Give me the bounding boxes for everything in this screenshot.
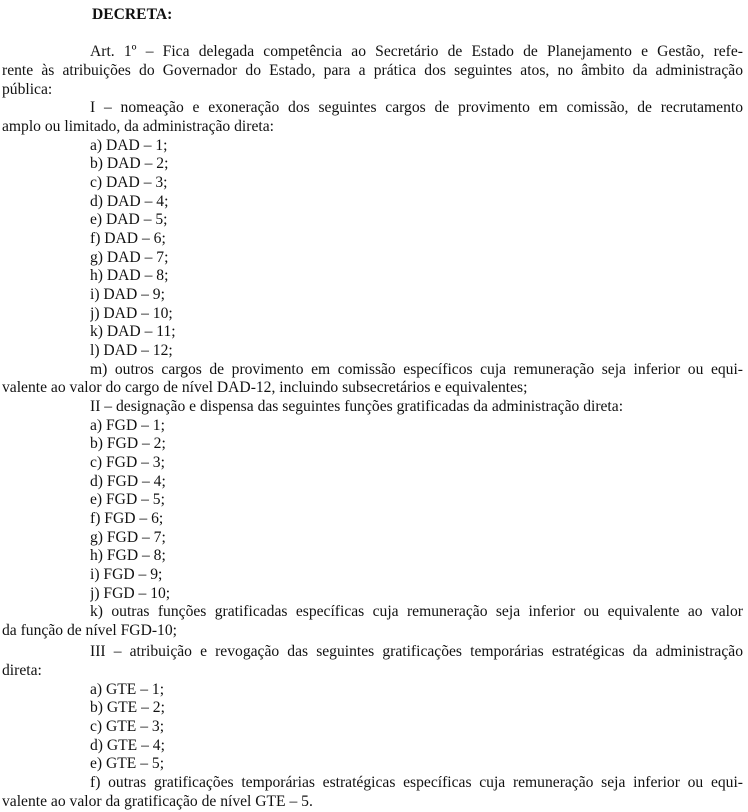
dad-list-item: d) DAD – 4; (90, 193, 169, 210)
fgd-list-item: d) FGD – 4; (90, 473, 166, 490)
dad-list-item: k) DAD – 11; (90, 323, 176, 340)
gte-list-item: d) GTE – 4; (90, 737, 165, 754)
dad-list-item: i) DAD – 9; (90, 286, 165, 303)
item-i-paragraph-line: amplo ou limitado, da administração direta: (2, 118, 274, 135)
fgd-list-item: c) FGD – 3; (90, 454, 165, 471)
fgd-list-item: i) FGD – 9; (90, 566, 163, 583)
item-m-paragraph-line: m) outros cargos de provimento em comissão específicos cuja remuneração seja inferior ou equi- (90, 361, 743, 378)
item-iii-paragraph-line: direta: (2, 662, 42, 679)
gte-list-item: c) GTE – 3; (90, 718, 165, 735)
dad-list-item: b) DAD – 2; (90, 155, 169, 172)
art1-paragraph-line: Art. 1º – Fica delegada competência ao Secretário de Estado de Planejamento e Gestão, refe- (90, 43, 743, 60)
fgd-list-item: j) FGD – 10; (90, 585, 171, 602)
item-i-paragraph-line: I – nomeação e exoneração dos seguintes cargos de provimento em comissão, de recrutamento (90, 99, 743, 116)
dad-list-item: g) DAD – 7; (90, 249, 169, 266)
decree-heading: DECRETA: (92, 6, 173, 23)
fgd-list-item: g) FGD – 7; (90, 529, 166, 546)
gte-list-item: b) GTE – 2; (90, 699, 165, 716)
dad-list-item: e) DAD – 5; (90, 211, 168, 228)
dad-list-item: c) DAD – 3; (90, 174, 168, 191)
fgd-list-item: a) FGD – 1; (90, 417, 165, 434)
item-k-paragraph-line: k) outras funções gratificadas específicas cuja remuneração seja inferior ou equivalente ao valor (90, 603, 743, 620)
dad-list-item: a) DAD – 1; (90, 137, 168, 154)
item-ii-paragraph-line: II – designação e dispensa das seguintes funções gratificadas da administração direta: (90, 398, 624, 415)
art1-paragraph-line: rente às atribuições do Governador do Estado, para a prática dos seguintes atos, no âmbito da administração (2, 62, 743, 79)
dad-list-item: h) DAD – 8; (90, 267, 169, 284)
fgd-list-item: e) FGD – 5; (90, 491, 165, 508)
art1-paragraph-line: pública: (2, 81, 53, 98)
item-f-paragraph-line: valente ao valor da gratificação de nível GTE – 5. (2, 793, 313, 810)
item-m-paragraph-line: valente ao valor do cargo de nível DAD-12, incluindo subsecretários e equivalentes; (2, 379, 528, 396)
item-iii-paragraph-line: III – atribuição e revogação das seguintes gratificações temporárias estratégicas da administração (90, 643, 743, 660)
item-f-paragraph-line: f) outras gratificações temporárias estratégicas específicas cuja remuneração seja inferior ou equi- (90, 774, 743, 791)
gte-list-item: e) GTE – 5; (90, 755, 165, 772)
item-k-paragraph-line: da função de nível FGD-10; (2, 622, 177, 639)
dad-list-item: j) DAD – 10; (90, 305, 173, 322)
dad-list-item: f) DAD – 6; (90, 230, 166, 247)
gte-list-item: a) GTE – 1; (90, 681, 165, 698)
fgd-list-item: b) FGD – 2; (90, 435, 166, 452)
dad-list-item: l) DAD – 12; (90, 342, 173, 359)
fgd-list-item: f) FGD – 6; (90, 510, 164, 527)
fgd-list-item: h) FGD – 8; (90, 547, 166, 564)
